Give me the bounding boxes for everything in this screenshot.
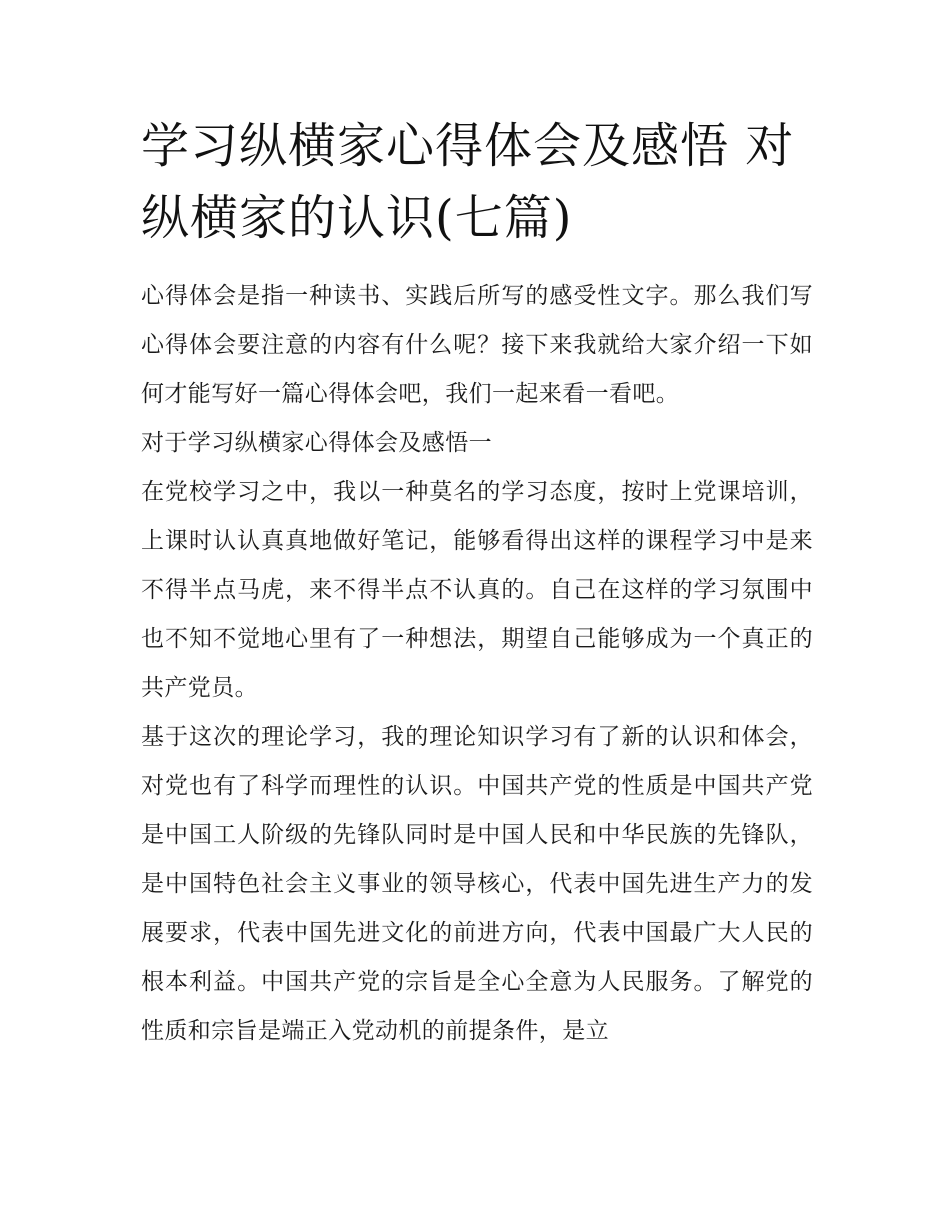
title-line-1: 学习纵横家心得体会及感悟 对 xyxy=(141,118,795,174)
section-heading: 对于学习纵横家心得体会及感悟一 xyxy=(141,430,492,456)
document-page xyxy=(141,110,813,1056)
intro-paragraph: 心得体会是指一种读书、实践后所写的感受性文字。那么我们写心得体会要注意的内容有什么呢？接下来我就给大家介绍一下如何才能写好一篇心得体会吧，我们一起来看一看吧。 xyxy=(141,283,813,407)
title-line-2: 纵横家的认识(七篇) xyxy=(141,190,573,246)
document-title xyxy=(141,110,813,254)
body-paragraph: 基于这次的理论学习，我的理论知识学习有了新的认识和体会，对党也有了科学而理性的认识。中国共产党的性质是中国共产党是中国工人阶级的先锋队同时是中国人民和中华民族的先锋队，是中国特色社会主义事业的领导核心，代表中国先进生产力的发展要求，代表中国先进文化的前进方向，代表中国最广大人民的根本利益。中国共产党的宗旨是全心全意为人民服务。了解党的性质和宗旨是端正入党动机的前提条件，是立 xyxy=(141,724,813,1044)
body-paragraph: 在党校学习之中，我以一种莫名的学习态度，按时上党课培训，上课时认认真真地做好笔记，能够看得出这样的课程学习中是来不得半点马虎，来不得半点不认真的。自己在这样的学习氛围中也不知不觉地心里有了一种想法，期望自己能够成为一个真正的共产党员。 xyxy=(141,479,813,701)
document-body xyxy=(141,272,813,1056)
